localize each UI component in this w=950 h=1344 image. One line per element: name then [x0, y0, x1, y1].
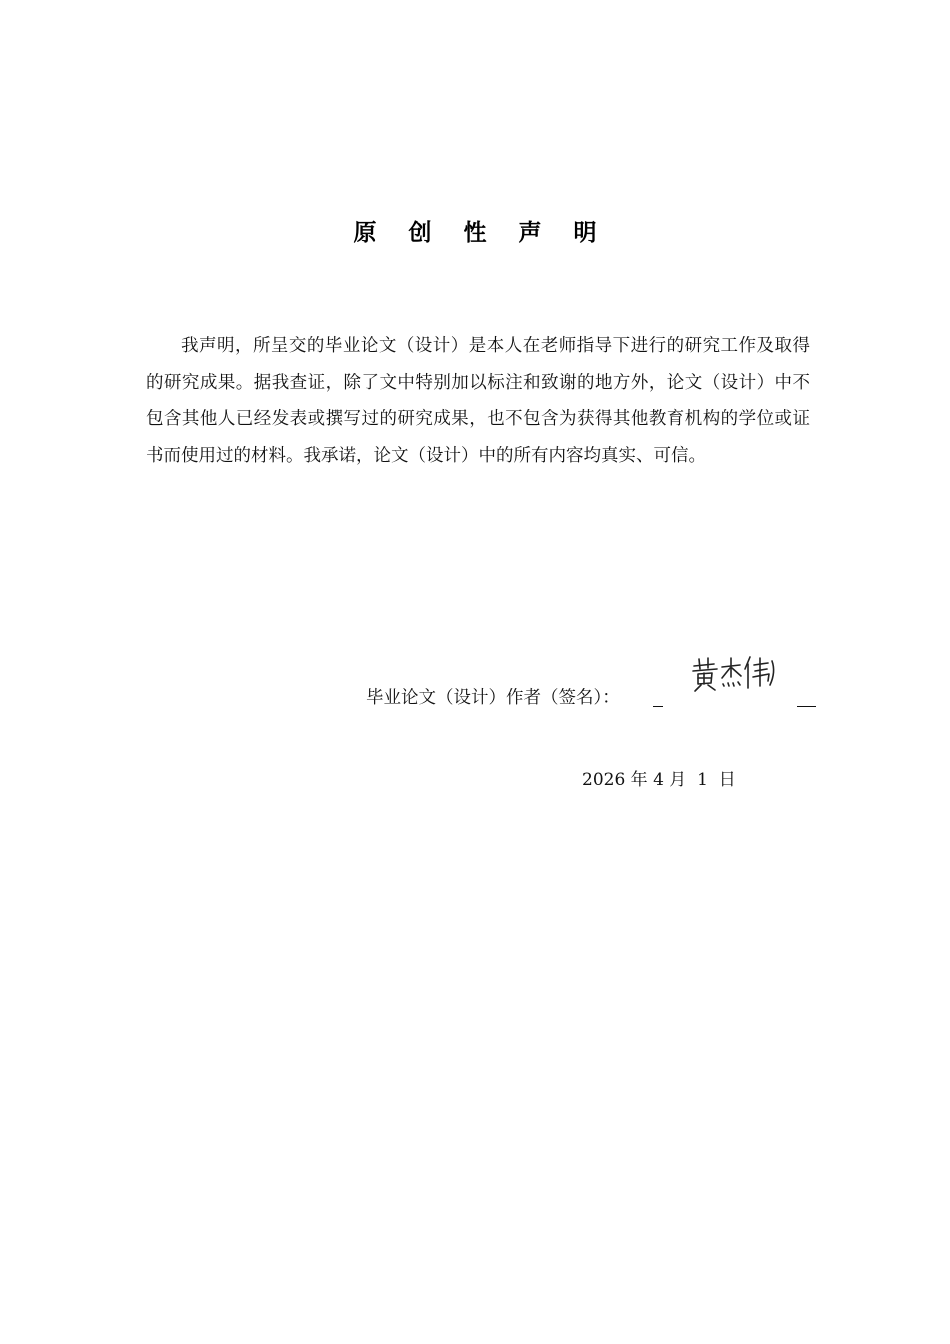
handwritten-signature [690, 652, 780, 694]
date: 2026 年 4 月 1 日 [582, 770, 736, 790]
page-title: 原 创 性 声 明 [353, 220, 609, 246]
signature-underline-end [797, 706, 816, 707]
signature-underline-start [653, 706, 663, 707]
signature-label: 毕业论文（设计）作者（签名）： [366, 688, 620, 708]
declaration-paragraph: 我声明，所呈交的毕业论文（设计）是本人在老师指导下进行的研究工作及取得的研究成果。据我查证，除了文中特别加以标注和致谢的地方外，论文（设计）中不包含其他人已经发表或撰写过的研究成果，也不包含为获得其他教育机构的学位或证书而使用过的材料。我承诺，论文（设计）中的所有内容均真实、可信。 [146, 336, 810, 467]
